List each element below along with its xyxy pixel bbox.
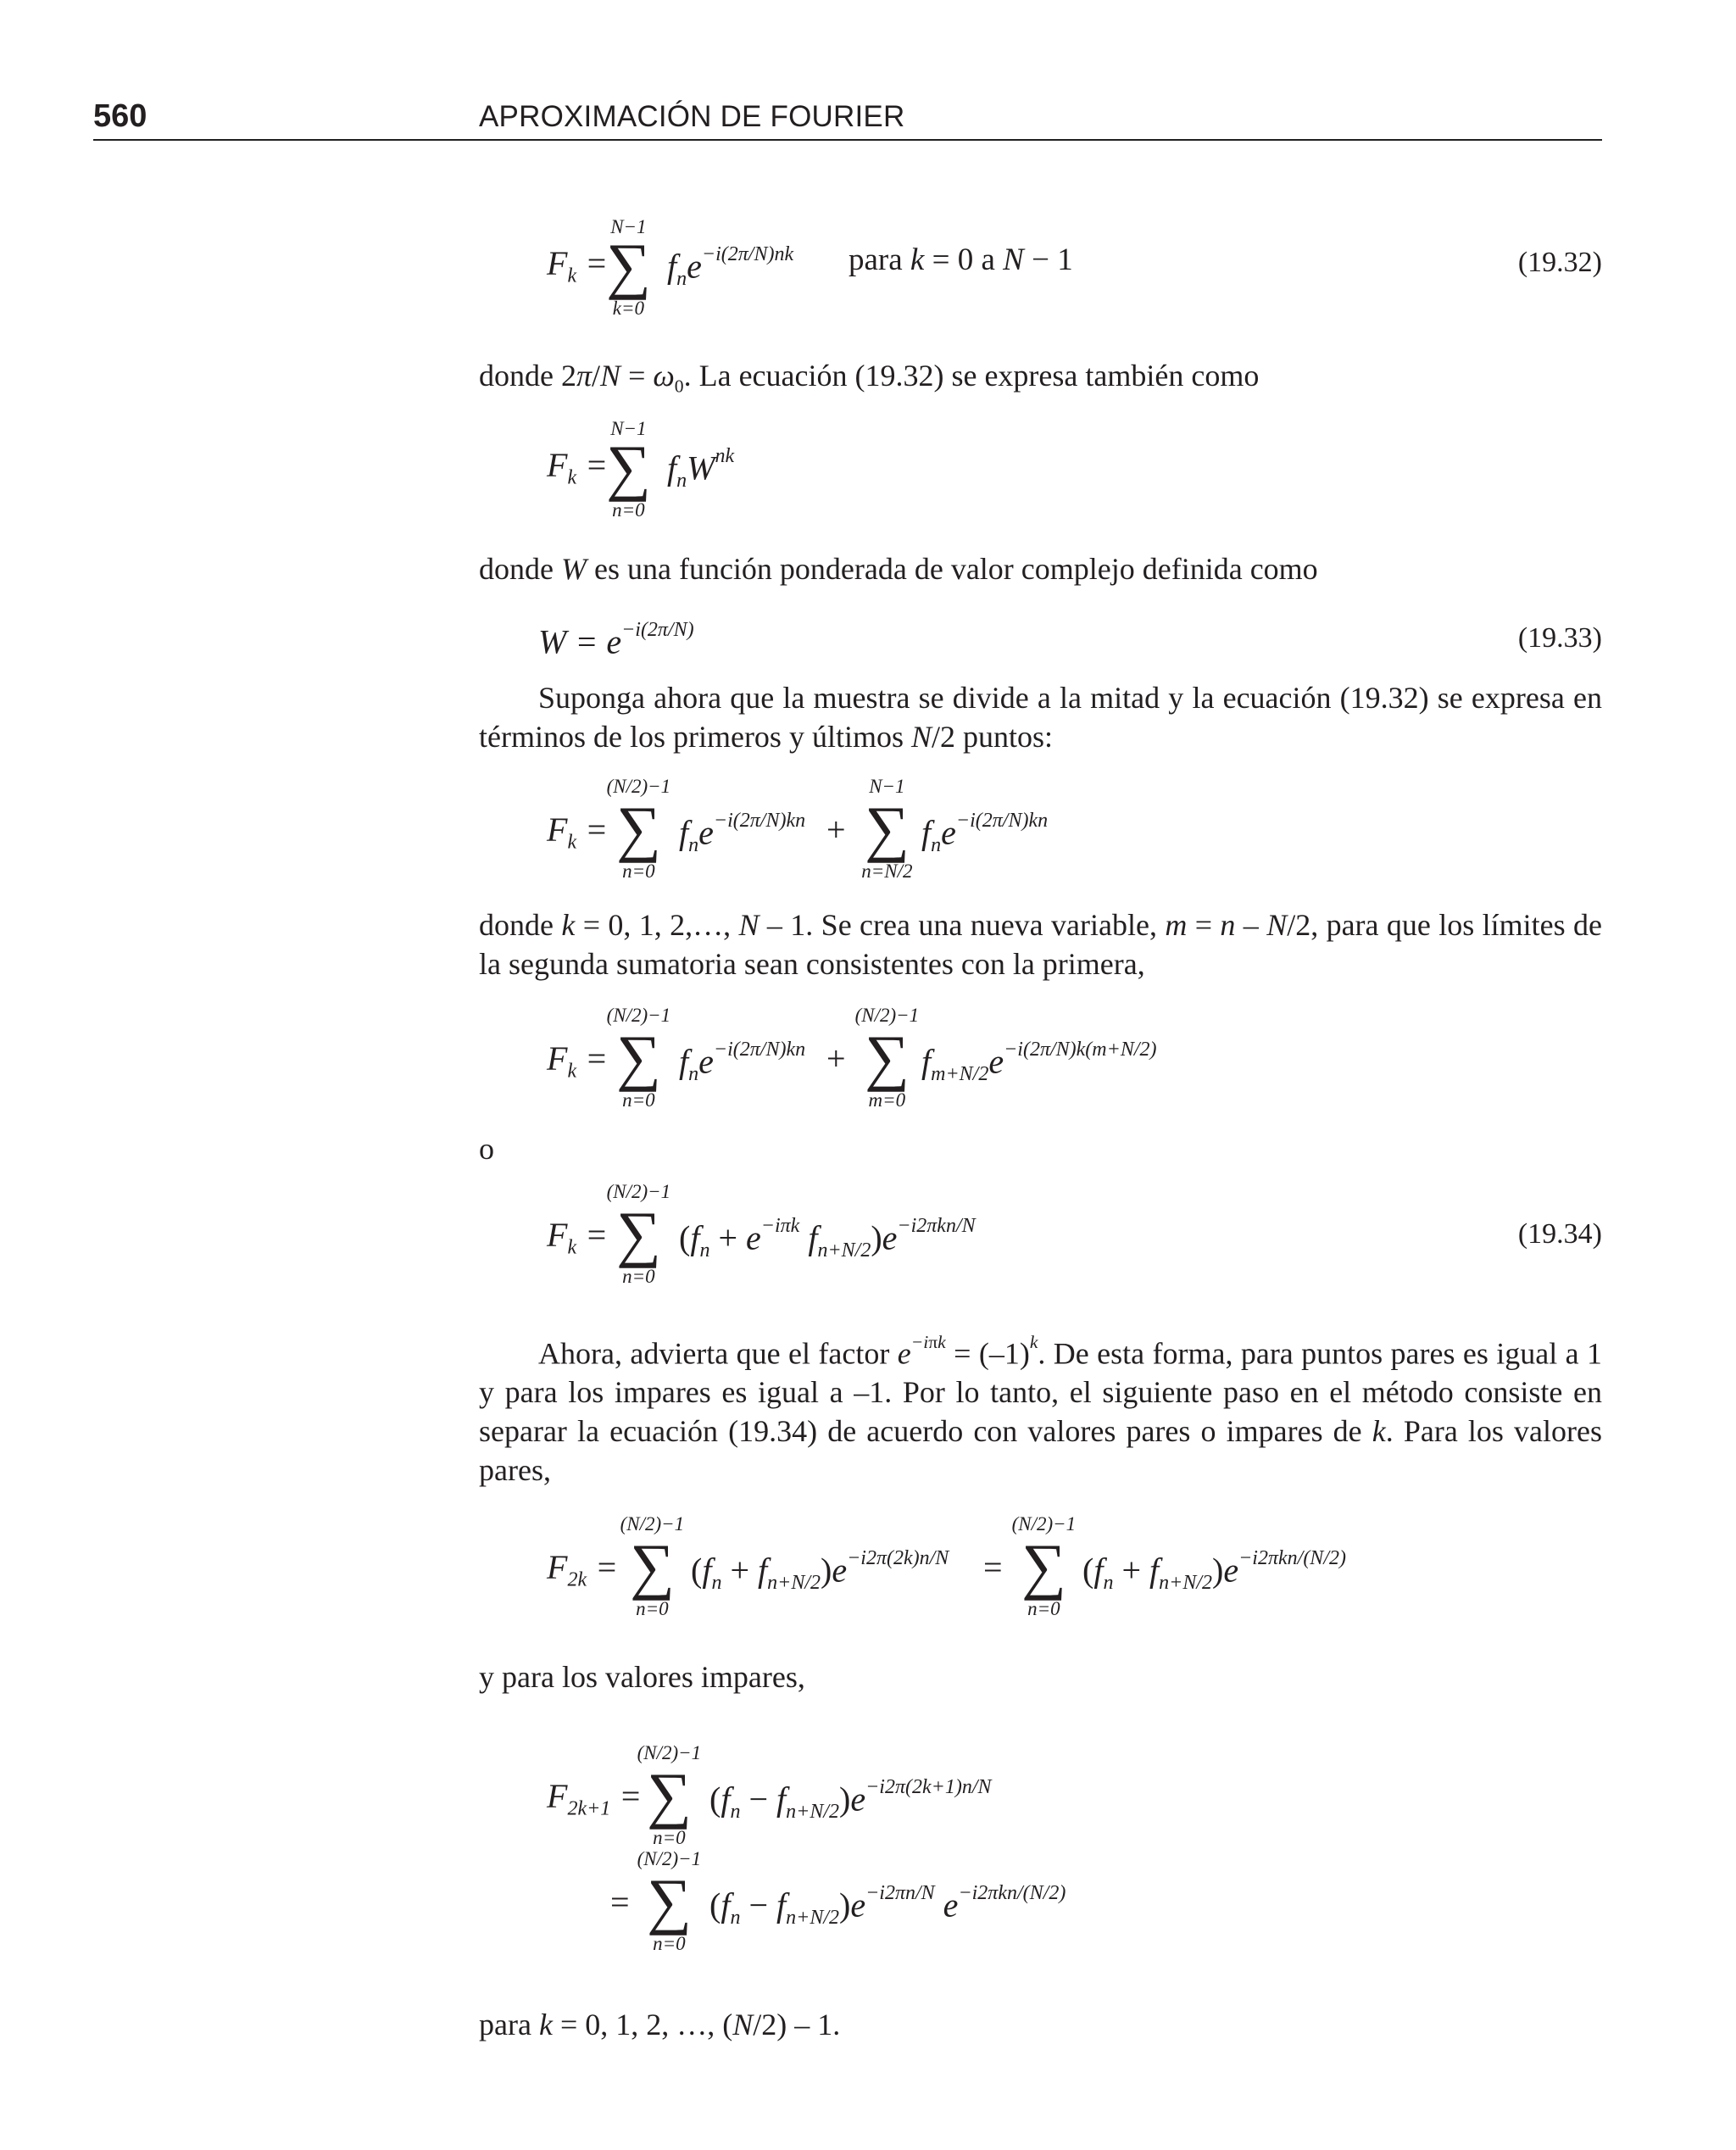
equation-dft-w: $F_k$ = N−1 ∑ n=0 $f_nW^{nk}$ — [547, 418, 735, 521]
equation-odd-1: $F_{2k+1}$ = (N/2)−1 ∑ n=0 $(f_n - f_{n+N/2})e^{-i2\pi(2k+1)n/N}$ — [547, 1742, 992, 1848]
summation-symbol: (N/2)−1 ∑ n=0 — [606, 1181, 671, 1287]
eq-term: $f_ne^{-i(2\pi/N)nk}$ — [667, 243, 794, 290]
summation-symbol: (N/2)−1 ∑ n=0 — [620, 1513, 685, 1619]
equation-19-32 — [479, 216, 1602, 318]
summation-symbol: (N/2)−1 ∑ n=0 — [606, 1005, 671, 1111]
paragraph: donde W es una función ponderada de valor complejo definida como — [479, 552, 1318, 586]
eq-lhs: $F_k$ = — [547, 244, 609, 287]
equation-number: (19.33) — [1517, 622, 1602, 654]
eq-condition: para k = 0 a N − 1 — [849, 242, 1073, 277]
equation-odd-2: = (N/2)−1 ∑ n=0 $(f_n - f_{n+N/2})e^{-i2\pi n/N}$ $e^{-i2\pi kn/(N/2)}$ — [610, 1848, 1066, 1954]
summation-symbol: (N/2)−1 ∑ n=0 — [637, 1742, 702, 1848]
summation-symbol: N−1 ∑ n=N/2 — [861, 776, 913, 882]
equation-19-33: $W = e^{-i(2\pi/N)}$ (19.33) — [538, 619, 1602, 661]
page-header — [93, 97, 1602, 141]
paragraph: donde k = 0, 1, 2,…, N – 1. Se crea una nueva variable, m = n – N/2, para que los límites de la segunda sumatoria sean consistentes con la primera, — [479, 908, 1602, 981]
summation-symbol: N−1 ∑ n=0 — [606, 418, 651, 521]
summation-symbol: (N/2)−1 ∑ n=0 — [1011, 1513, 1077, 1619]
equation-m-substitution: $F_k$ = (N/2)−1 ∑ n=0 $f_ne^{-i(2\pi/N)kn}$ + (N/2)−1 ∑ m=0 $f_{m+N/2}e^{-i(2\pi/N)k(m+N/2)}$ — [547, 1005, 1157, 1111]
paragraph: donde $2\pi/N = \omega_0$. La ecuación (19.32) se expresa también como — [479, 359, 1260, 397]
paragraph: Suponga ahora que la muestra se divide a la mitad y la ecuación (19.32) se expresa en términos de los primeros y últimos N/2 puntos: — [479, 681, 1602, 754]
equation-19-34: $F_k$ = (N/2)−1 ∑ n=0 ($f_n + e^{-i\pi k}$ $f_{n+N/2})e^{-i2\pi kn/N}$ (19.34) — [547, 1181, 1602, 1287]
equation-split: $F_k$ = (N/2)−1 ∑ n=0 $f_ne^{-i(2\pi/N)kn}$ + N−1 ∑ n=N/2 $f_ne^{-i(2\pi/N)kn}$ — [547, 776, 1049, 882]
equation-number: (19.34) — [1517, 1218, 1602, 1250]
summation-symbol: (N/2)−1 ∑ n=0 — [637, 1848, 702, 1954]
page-number: 560 — [93, 98, 147, 134]
summation-symbol: (N/2)−1 ∑ n=0 — [606, 776, 671, 882]
summation-symbol: (N/2)−1 ∑ m=0 — [854, 1005, 920, 1111]
paragraph-or: o — [479, 1132, 494, 1166]
equation-number: (19.32) — [1517, 247, 1602, 278]
equation-even: $F_{2k}$ = (N/2)−1 ∑ n=0 $(f_n + f_{n+N/2})e^{-i2\pi(2k)n/N}$ = (N/2)−1 ∑ n=0 $(f_n + f_{n+N/2})e^{-i2\pi kn/(N/2)}$ — [547, 1513, 1346, 1619]
paragraph: Ahora, advierta que el factor $e^{-i\pi k} = (-1)^k$. De esta forma, para puntos pares es igual a 1 y para los impares es igual a –1. Por lo tanto, el siguiente paso en el método consiste en separar la ecuación (19.34) de acuerdo con valores pares o impares de k. Para los valores pares, — [479, 1332, 1602, 1488]
paragraph: y para los valores impares, — [479, 1660, 805, 1694]
running-title: APROXIMACIÓN DE FOURIER — [479, 100, 905, 133]
summation-symbol: N−1 ∑ k=0 — [606, 216, 651, 319]
paragraph: para k = 0, 1, 2, …, (N/2) – 1. — [479, 2008, 841, 2041]
